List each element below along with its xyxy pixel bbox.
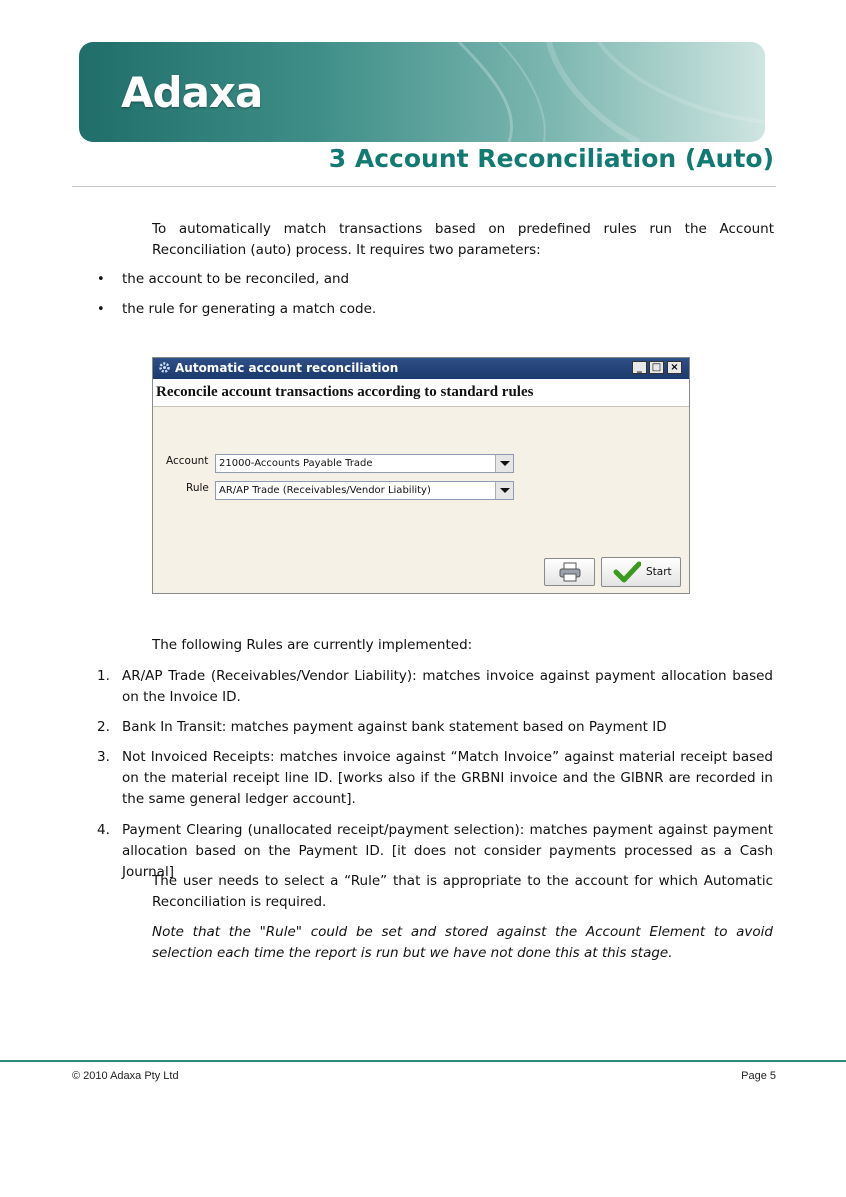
dialog-header	[153, 379, 689, 407]
account-select[interactable]	[215, 454, 514, 473]
dialog-titlebar	[153, 358, 689, 379]
page-title: 3 Account Reconciliation (Auto)	[328, 144, 774, 173]
bullet-marker: •	[97, 272, 105, 287]
list-item: AR/AP Trade (Receivables/Vendor Liability): matches invoice against payment allocation based on the Invoice ID.	[122, 668, 773, 705]
chevron-down-icon[interactable]	[495, 482, 513, 499]
list-item: Payment Clearing (unallocated receipt/payment selection): matches payment against payment allocation based on the Payment ID. [it does not consider payments processed as a Cash Journal]	[122, 822, 773, 880]
start-button[interactable]	[601, 557, 681, 587]
list-number: 4.	[97, 822, 110, 838]
rule-label: Rule	[186, 482, 209, 494]
title-divider	[72, 186, 776, 187]
list-number: 3.	[97, 749, 110, 765]
list-item: Bank In Transit: matches payment against bank statement based on Payment ID	[122, 719, 667, 735]
close-icon[interactable]: ×	[667, 361, 682, 374]
list-number: 2.	[97, 719, 110, 735]
bullet-item: the account to be reconciled, and	[122, 271, 350, 287]
chevron-down-icon[interactable]	[495, 455, 513, 472]
page-number: Page 5	[741, 1070, 776, 1082]
adaxa-logo: Adaxa	[121, 68, 263, 117]
italic-note-paragraph: Note that the "Rule" could be set and stored against the Account Element to avoid selection each time the report is run but we have not done this at this stage.	[152, 924, 773, 961]
dialog-header-text: Reconcile account transactions according to standard rules	[156, 384, 534, 400]
dialog-title: Automatic account reconciliation	[175, 361, 399, 375]
maximize-icon[interactable]: □	[649, 361, 664, 374]
user-note-paragraph: The user needs to select a “Rule” that is appropriate to the account for which Automatic Reconciliation is required.	[152, 873, 773, 910]
footer-copyright: © 2010 Adaxa Pty Ltd	[72, 1070, 179, 1082]
minimize-icon[interactable]: _	[632, 361, 647, 374]
printer-icon	[558, 562, 582, 582]
rules-intro: The following Rules are currently implemented:	[152, 637, 473, 653]
checkmark-icon	[613, 561, 641, 583]
rule-select-value: AR/AP Trade (Receivables/Vendor Liability)	[219, 485, 431, 496]
gear-icon	[158, 361, 171, 374]
print-button[interactable]	[544, 558, 595, 586]
footer-divider	[0, 1060, 846, 1062]
start-button-label: Start	[646, 566, 672, 578]
account-select-value: 21000-Accounts Payable Trade	[219, 458, 373, 469]
bullet-item: the rule for generating a match code.	[122, 301, 377, 317]
list-number: 1.	[97, 668, 110, 684]
bullet-marker: •	[97, 302, 105, 317]
header-banner	[79, 42, 765, 142]
rule-select[interactable]	[215, 481, 514, 500]
reconciliation-dialog	[152, 357, 690, 594]
account-label: Account	[166, 455, 209, 467]
list-item: Not Invoiced Receipts: matches invoice against “Match Invoice” against material receipt based on the material receipt line ID. [works also if the GRBNI invoice and the GIBNR are recorded in the same general ledger account].	[122, 749, 773, 807]
intro-paragraph: To automatically match transactions based on predefined rules run the Account Reconciliation (auto) process. It requires two parameters:	[152, 221, 774, 258]
